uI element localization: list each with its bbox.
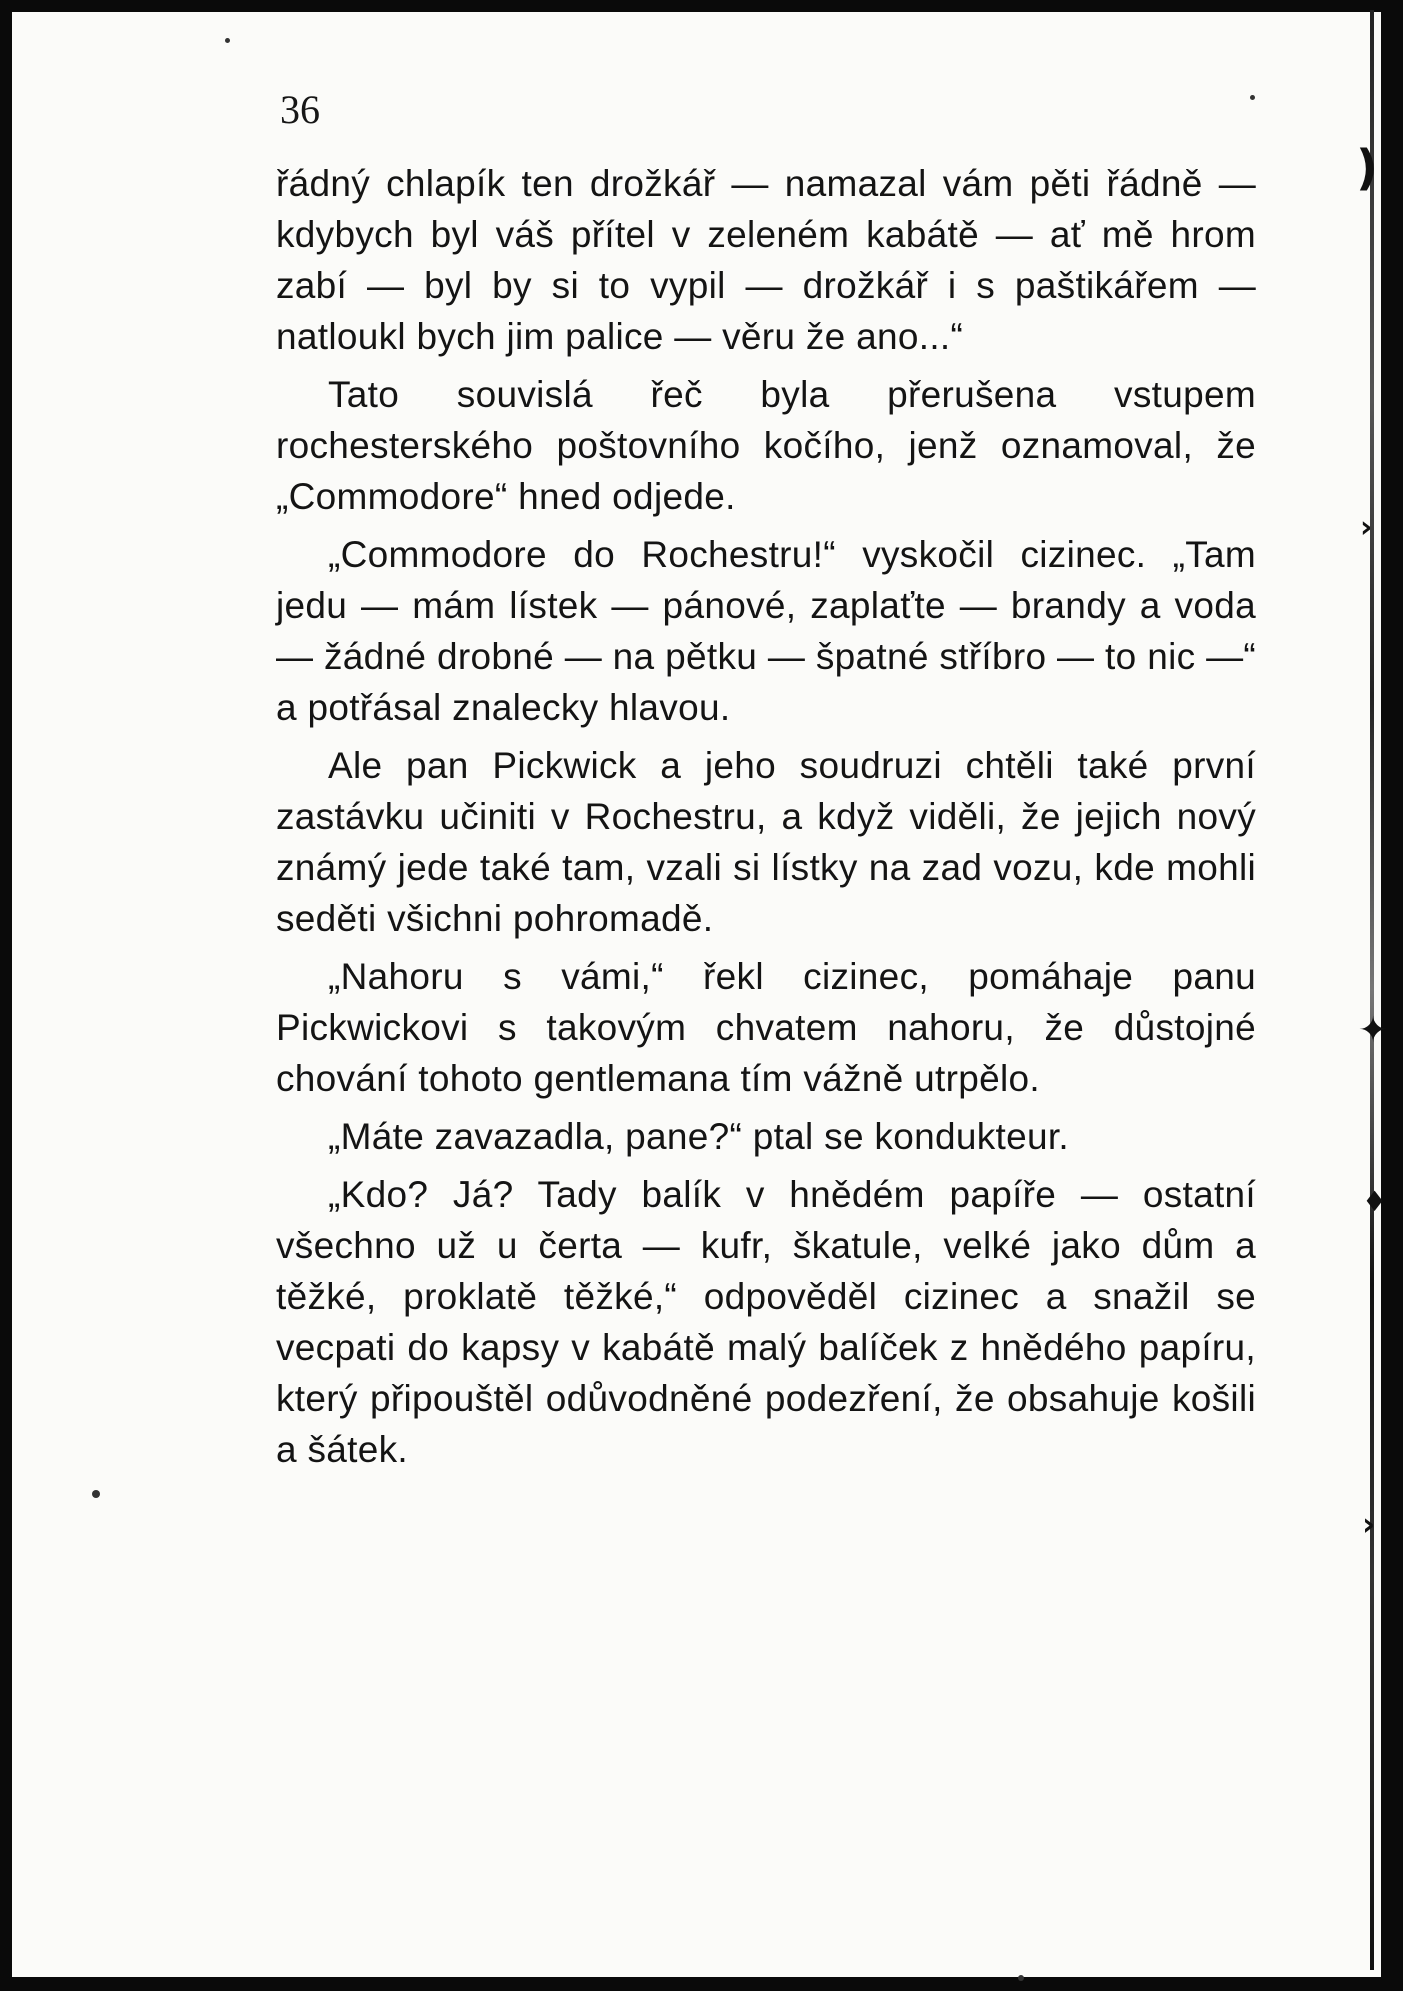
paragraph: „Commodore do Rochestru!“ vyskočil cizinec. „Tam jedu — mám lístek — pánové, zaplaťte — brandy a voda — žádné drobné — na pětku — špatné stříbro — to nic —“ a potřásal znalecky hlavou.	[276, 534, 1256, 728]
paragraph: „Nahoru s vámi,“ řekl cizinec, pomáhaje panu Pickwickovi s takovým chvatem nahoru, že důstojné chování tohoto gentlemana tím vážně utrpělo.	[276, 956, 1256, 1099]
paragraph: řádný chlapík ten drožkář — namazal vám pěti řádně — kdybych byl váš přítel v zeleném kabátě — ať mě hrom zabí — byl by si to vypil — drožkář i s paštikářem — natloukl bych jim palice — věru že ano...“	[276, 163, 1256, 357]
scan-speck	[225, 38, 230, 43]
gutter-artifact-mark: ›	[1362, 1505, 1376, 1543]
binding-gutter-line	[1370, 10, 1374, 1970]
body-text	[276, 158, 1256, 1482]
scan-border-top	[0, 0, 1403, 12]
gutter-artifact-mark: ›	[1360, 510, 1373, 545]
scan-border-left	[0, 0, 12, 1991]
scan-speck	[1250, 95, 1255, 100]
scan-border-right	[1381, 0, 1403, 1991]
paragraph: „Kdo? Já? Tady balík v hnědém papíře — ostatní všechno už u čerta — kufr, škatule, velké jako dům a těžké, proklatě těžké,“ odpověděl cizinec a snažil se vecpati do kapsy v kabátě malý balíček z hnědého papíru, který připouštěl odůvodněné podezření, že obsahuje košili a šátek.	[276, 1174, 1256, 1470]
page-number: 36	[280, 87, 320, 132]
gutter-artifact-mark: ♦	[1362, 1185, 1388, 1218]
paragraph: Tato souvislá řeč byla přerušena vstupem rochesterského poštovního kočího, jenž oznamoval, že „Commodore“ hned odjede.	[276, 374, 1256, 517]
scan-border-bottom	[0, 1977, 1403, 1991]
gutter-artifact-mark: ✦	[1358, 1010, 1389, 1051]
scan-speck	[1018, 1975, 1024, 1981]
gutter-artifact-mark: )	[1356, 140, 1378, 196]
paragraph: „Máte zavazadla, pane?“ ptal se kondukteur.	[328, 1116, 1070, 1157]
scan-speck	[92, 1490, 100, 1498]
paragraph: Ale pan Pickwick a jeho soudruzi chtěli také první zastávku učiniti v Rochestru, a když viděli, že jejich nový známý jede také tam, vzali si lístky na zad vozu, kde mohli seděti všichni pohromadě.	[276, 745, 1256, 939]
